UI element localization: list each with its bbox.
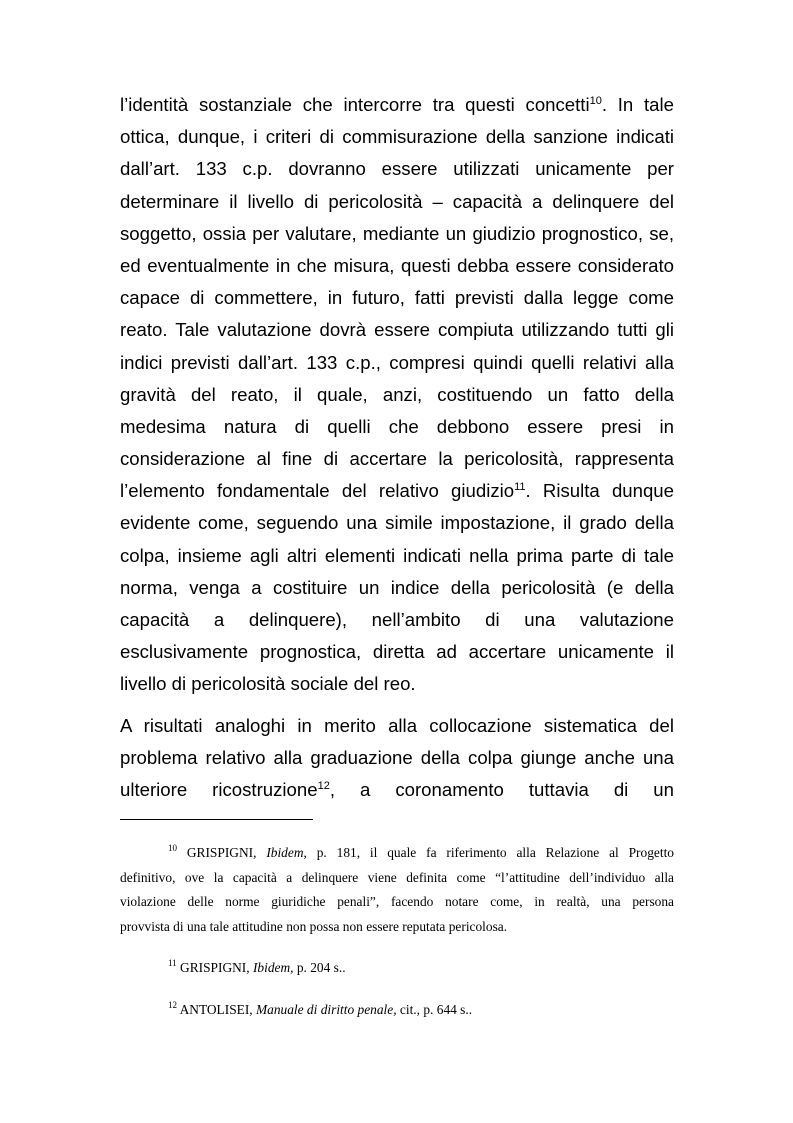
text-line: reato. Tale valutazione dovrà essere compiuta utilizzando tutti gli [120, 319, 674, 341]
text-line: esclusivamente prognostica, diretta ad accertare unicamente il [120, 641, 674, 663]
footnote-separator [120, 819, 313, 820]
text-line: l’identità sostanziale che intercorre tra questi concetti$^{10}$. In tale [120, 94, 674, 115]
footnote-ref-11: 11 [514, 481, 526, 494]
text-line: gravità del reato, il quale, anzi, costituendo un fatto della [120, 383, 674, 405]
text-line: indici previsti dall’art. 133 c.p., compresi quindi quelli relativi alla [120, 351, 674, 373]
text-line: dall’art. 133 c.p. dovranno essere utilizzati unicamente per [120, 158, 674, 180]
text-line: evidente come, seguendo una simile impostazione, il grado della [120, 512, 674, 534]
text-line: A risultati analoghi in merito alla collocazione sistematica del [120, 715, 674, 736]
text-line: colpa, insieme agli altri elementi indicati nella prima parte di tale [120, 544, 674, 566]
footnote-line: violazione delle norme giuridiche penali”, facendo notare come, in realtà, una persona [120, 894, 674, 910]
text-line: problema relativo alla graduazione della colpa giunge anche una [120, 747, 674, 769]
text-line: medesima natura di quelli che debbono essere presi in [120, 415, 674, 437]
footnote-number: 12 [168, 1000, 177, 1010]
footnote-10 [120, 841, 674, 939]
footnote-line: definitivo, ove la capacità a delinquere viene definita come “l’attitudine dell’individuo alla [120, 869, 674, 885]
text-line: livello di pericolosità sociale del reo. [120, 673, 416, 695]
footnote-11 [120, 956, 674, 981]
text-line: l’elemento fondamentale del relativo giudizio$^{11}$. Risulta dunque [120, 480, 674, 502]
footnote-number: 10 [168, 843, 177, 853]
text-line: soggetto, ossia per valutare, mediante un giudizio prognostico, se, [120, 222, 674, 244]
text-line: norma, venga a costituire un indice della pericolosità (e della [120, 576, 674, 598]
body-paragraph-1 [120, 89, 674, 701]
text-line: considerazione al fine di accertare la pericolosità, rappresenta [120, 448, 674, 470]
footnote-line: $^{10}$ GRISPIGNI, Ibidem, p. 181, il quale fa riferimento alla Relazione al Progetto [168, 843, 674, 860]
footnote-ref-10: 10 [589, 95, 602, 107]
footnote-line: provvista di una tale attitudine non possa non essere reputata pericolosa. [120, 918, 508, 934]
text-line: determinare il livello di pericolosità – capacità a delinquere del [120, 190, 674, 212]
text-line: ottica, dunque, i criteri di commisurazione della sanzione indicati [120, 126, 674, 148]
text-line: ed eventualmente in che misura, questi debba essere considerato [120, 254, 674, 276]
footnote-ref-12: 12 [317, 780, 330, 793]
footnote-line: $^{11}$ GRISPIGNI, Ibidem, p. 204 s.. [168, 958, 346, 975]
text-line: capace di commettere, in futuro, fatti previsti dalla legge come [120, 287, 674, 309]
text-line: capacità a delinquere), nell’ambito di una valutazione [120, 609, 674, 630]
footnote-number: 11 [168, 958, 177, 968]
footnote-12 [120, 998, 674, 1023]
text-line: ulteriore ricostruzione$^{12}$, a coronamento tuttavia di un [120, 779, 674, 801]
body-paragraph-2 [120, 710, 674, 807]
footnote-line: $^{12}$ ANTOLISEI, Manuale di diritto penale, cit., p. 644 s.. [168, 1000, 473, 1017]
